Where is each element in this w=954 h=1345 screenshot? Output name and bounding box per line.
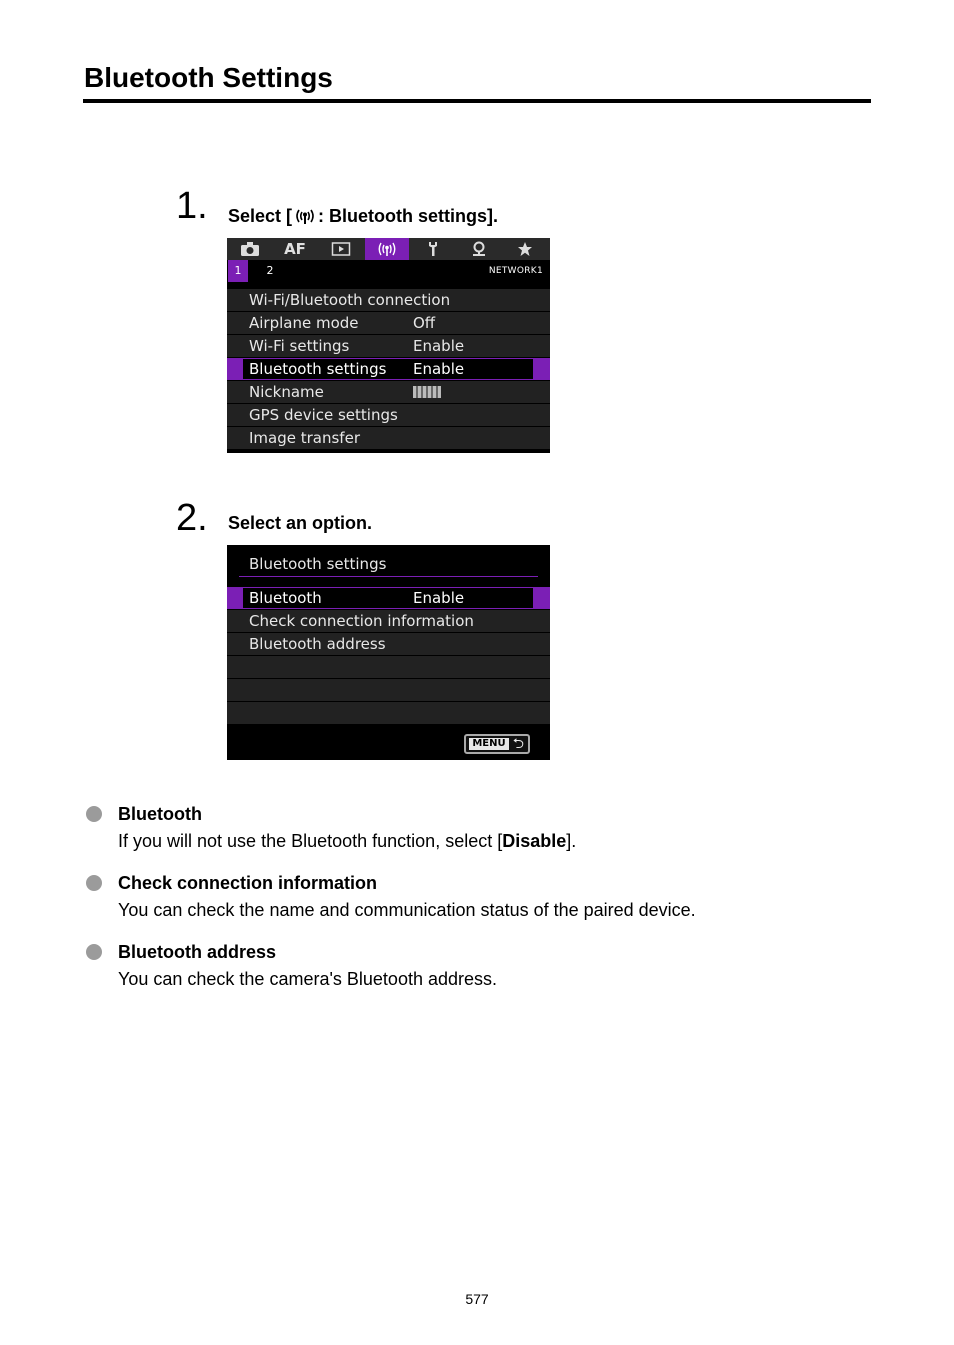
menu-tab-bar (227, 238, 550, 260)
row-label: Bluetooth address (249, 635, 386, 653)
step-2-number: 2. (176, 497, 208, 539)
menu-page-2[interactable]: 2 (266, 264, 274, 277)
tab-shooting[interactable] (228, 238, 272, 260)
menu-row-empty (227, 679, 550, 701)
menu-row-image-transfer[interactable] (227, 427, 550, 449)
camera-menu-screen-bluetooth (227, 545, 550, 760)
row-value: Enable (413, 360, 465, 378)
row-label: GPS device settings (249, 406, 398, 424)
back-arrow-icon: ⮌ (512, 736, 524, 752)
row-value: Off (413, 314, 436, 332)
menu-back-button[interactable] (464, 734, 530, 754)
menu-row-wifi-settings[interactable] (227, 335, 550, 357)
bullet-marker (86, 806, 102, 822)
row-value: Enable (413, 337, 465, 355)
step-1-text (228, 206, 498, 227)
wireless-icon (292, 207, 318, 225)
text-after: ]. (566, 831, 577, 851)
row-label: Bluetooth (249, 589, 322, 607)
row-label: Bluetooth settings (249, 360, 387, 378)
tab-network[interactable] (365, 238, 409, 260)
row-label: Nickname (249, 383, 324, 401)
step-2-text: Select an option. (228, 513, 373, 533)
menu-row-gps-device-settings[interactable] (227, 404, 550, 426)
screen-title-divider (239, 576, 538, 577)
row-label: Check connection information (249, 612, 474, 630)
camera-icon (240, 241, 260, 257)
playback-icon (331, 241, 351, 257)
row-label: Image transfer (249, 429, 360, 447)
title-divider (83, 99, 871, 103)
page-number: 577 (465, 1291, 489, 1307)
menu-row-bluetooth[interactable] (227, 587, 550, 609)
star-icon (517, 241, 533, 257)
row-label: Wi-Fi/Bluetooth connection (249, 291, 451, 309)
tab-af[interactable]: AF (284, 240, 306, 258)
custom-icon (470, 241, 488, 257)
screen-title: Bluetooth settings (249, 555, 387, 573)
menu-page-label: NETWORK1 (488, 266, 543, 276)
page-title: Bluetooth Settings (84, 62, 333, 93)
row-label: Wi-Fi settings (249, 337, 350, 355)
menu-page-1[interactable]: 1 (228, 260, 248, 282)
wireless-icon (376, 241, 398, 257)
menu-row-bluetooth-settings[interactable] (227, 358, 550, 380)
step-1-text-before: Select [ (228, 206, 293, 226)
wrench-icon (425, 241, 441, 257)
bullet-marker (86, 944, 102, 960)
camera-menu-screen-network (227, 238, 550, 453)
bullet-text-bluetooth-address: You can check the camera's Bluetooth address. (118, 969, 498, 989)
row-value: Enable (413, 589, 465, 607)
menu-row-empty (227, 656, 550, 678)
tab-my-menu[interactable] (503, 238, 547, 260)
menu-page-bar (227, 260, 550, 282)
bullet-heading-check-connection: Check connection information (118, 873, 378, 893)
menu-row-bluetooth-address[interactable] (227, 633, 550, 655)
menu-row-empty (227, 702, 550, 724)
menu-row-nickname[interactable] (227, 381, 550, 403)
menu-button-label: MENU (469, 738, 509, 750)
tab-custom[interactable] (457, 238, 501, 260)
menu-row-wifi-bluetooth-connection[interactable] (227, 289, 550, 311)
step-1-text-after: : Bluetooth settings]. (318, 206, 499, 226)
bullet-text-check-connection: You can check the name and communication status of the paired device. (118, 900, 696, 920)
bullet-marker (86, 875, 102, 891)
tab-setup[interactable] (411, 238, 455, 260)
menu-row-airplane-mode[interactable] (227, 312, 550, 334)
bullet-heading-bluetooth: Bluetooth (118, 804, 202, 824)
step-1-number: 1. (176, 185, 208, 227)
text-before: If you will not use the Bluetooth function, select [ (118, 831, 503, 851)
tab-playback[interactable] (319, 238, 363, 260)
row-label: Airplane mode (249, 314, 359, 332)
bullet-text-bluetooth (118, 831, 576, 852)
nickname-blurred-value (413, 386, 441, 398)
bullet-heading-bluetooth-address: Bluetooth address (118, 942, 277, 962)
menu-row-check-connection-information[interactable] (227, 610, 550, 632)
text-bold: Disable (502, 831, 567, 851)
